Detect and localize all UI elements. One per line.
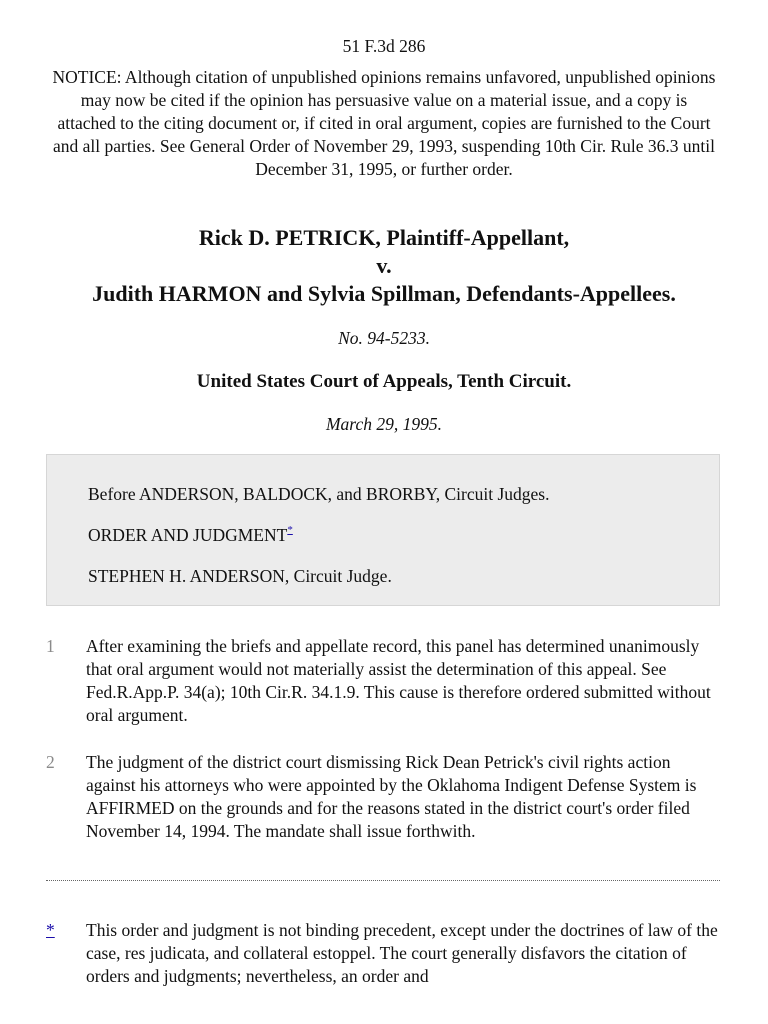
order-and-judgment-heading <box>88 524 293 547</box>
paragraph-number: 1 <box>46 636 55 656</box>
paragraph-text: After examining the briefs and appellate record, this panel has determined unanimously that oral argument would not materially assist the determination of this appeal. See Fed.R.App.P. 34(a); 10th Cir.R. 34.1.9. This cause is therefore ordered submitted without oral argument. <box>86 636 711 725</box>
court-name: United States Court of Appeals, Tenth Circuit. <box>196 371 572 392</box>
plaintiff-line: Rick D. PETRICK, Plaintiff-Appellant, <box>198 225 570 250</box>
decision-date: March 29, 1995. <box>325 414 442 434</box>
authoring-judge: STEPHEN H. ANDERSON, Circuit Judge. <box>88 566 392 586</box>
defendants-line: Judith HARMON and Sylvia Spillman, Defendants-Appellees. <box>92 281 676 306</box>
publication-notice: NOTICE: Although citation of unpublished opinions remains unfavored, unpublished opinions may now be cited if the opinion has persuasive value on a material issue, and a copy is attached to the citing document or, if cited in oral argument, copies are furnished to the Court and all parties. See General Order of November 29, 1993, suspending 10th Cir. Rule 36.3 until December 31, 1995, or further order. <box>52 67 716 179</box>
docket-number: No. 94-5233. <box>338 328 430 348</box>
reporter-citation: 51 F.3d 286 <box>342 36 426 56</box>
footnote-divider <box>46 880 720 881</box>
panel-before-line: Before ANDERSON, BALDOCK, and BRORBY, Circuit Judges. <box>88 484 550 504</box>
case-caption <box>0 224 768 308</box>
order-title: ORDER AND JUDGMENT <box>88 525 288 545</box>
paragraph-number: 2 <box>46 752 55 772</box>
versus-line: v. <box>376 253 392 278</box>
footnote-text: This order and judgment is not binding precedent, except under the doctrines of law of the case, res judicata, and collateral estoppel. The court generally disfavors the citation of orders and judgments; nevertheless, an order and <box>86 920 718 986</box>
footnote-backlink[interactable]: * <box>46 920 55 940</box>
paragraph-text: The judgment of the district court dismissing Rick Dean Petrick's civil rights action against his attorneys who were appointed by the Oklahoma Indigent Defense System is AFFIRMED on the grounds and for the reasons stated in the district court's order filed November 14, 1994. The mandate shall issue forthwith. <box>86 752 697 841</box>
footnote-reference-link[interactable]: * <box>287 524 293 536</box>
judges-panel <box>46 454 720 606</box>
